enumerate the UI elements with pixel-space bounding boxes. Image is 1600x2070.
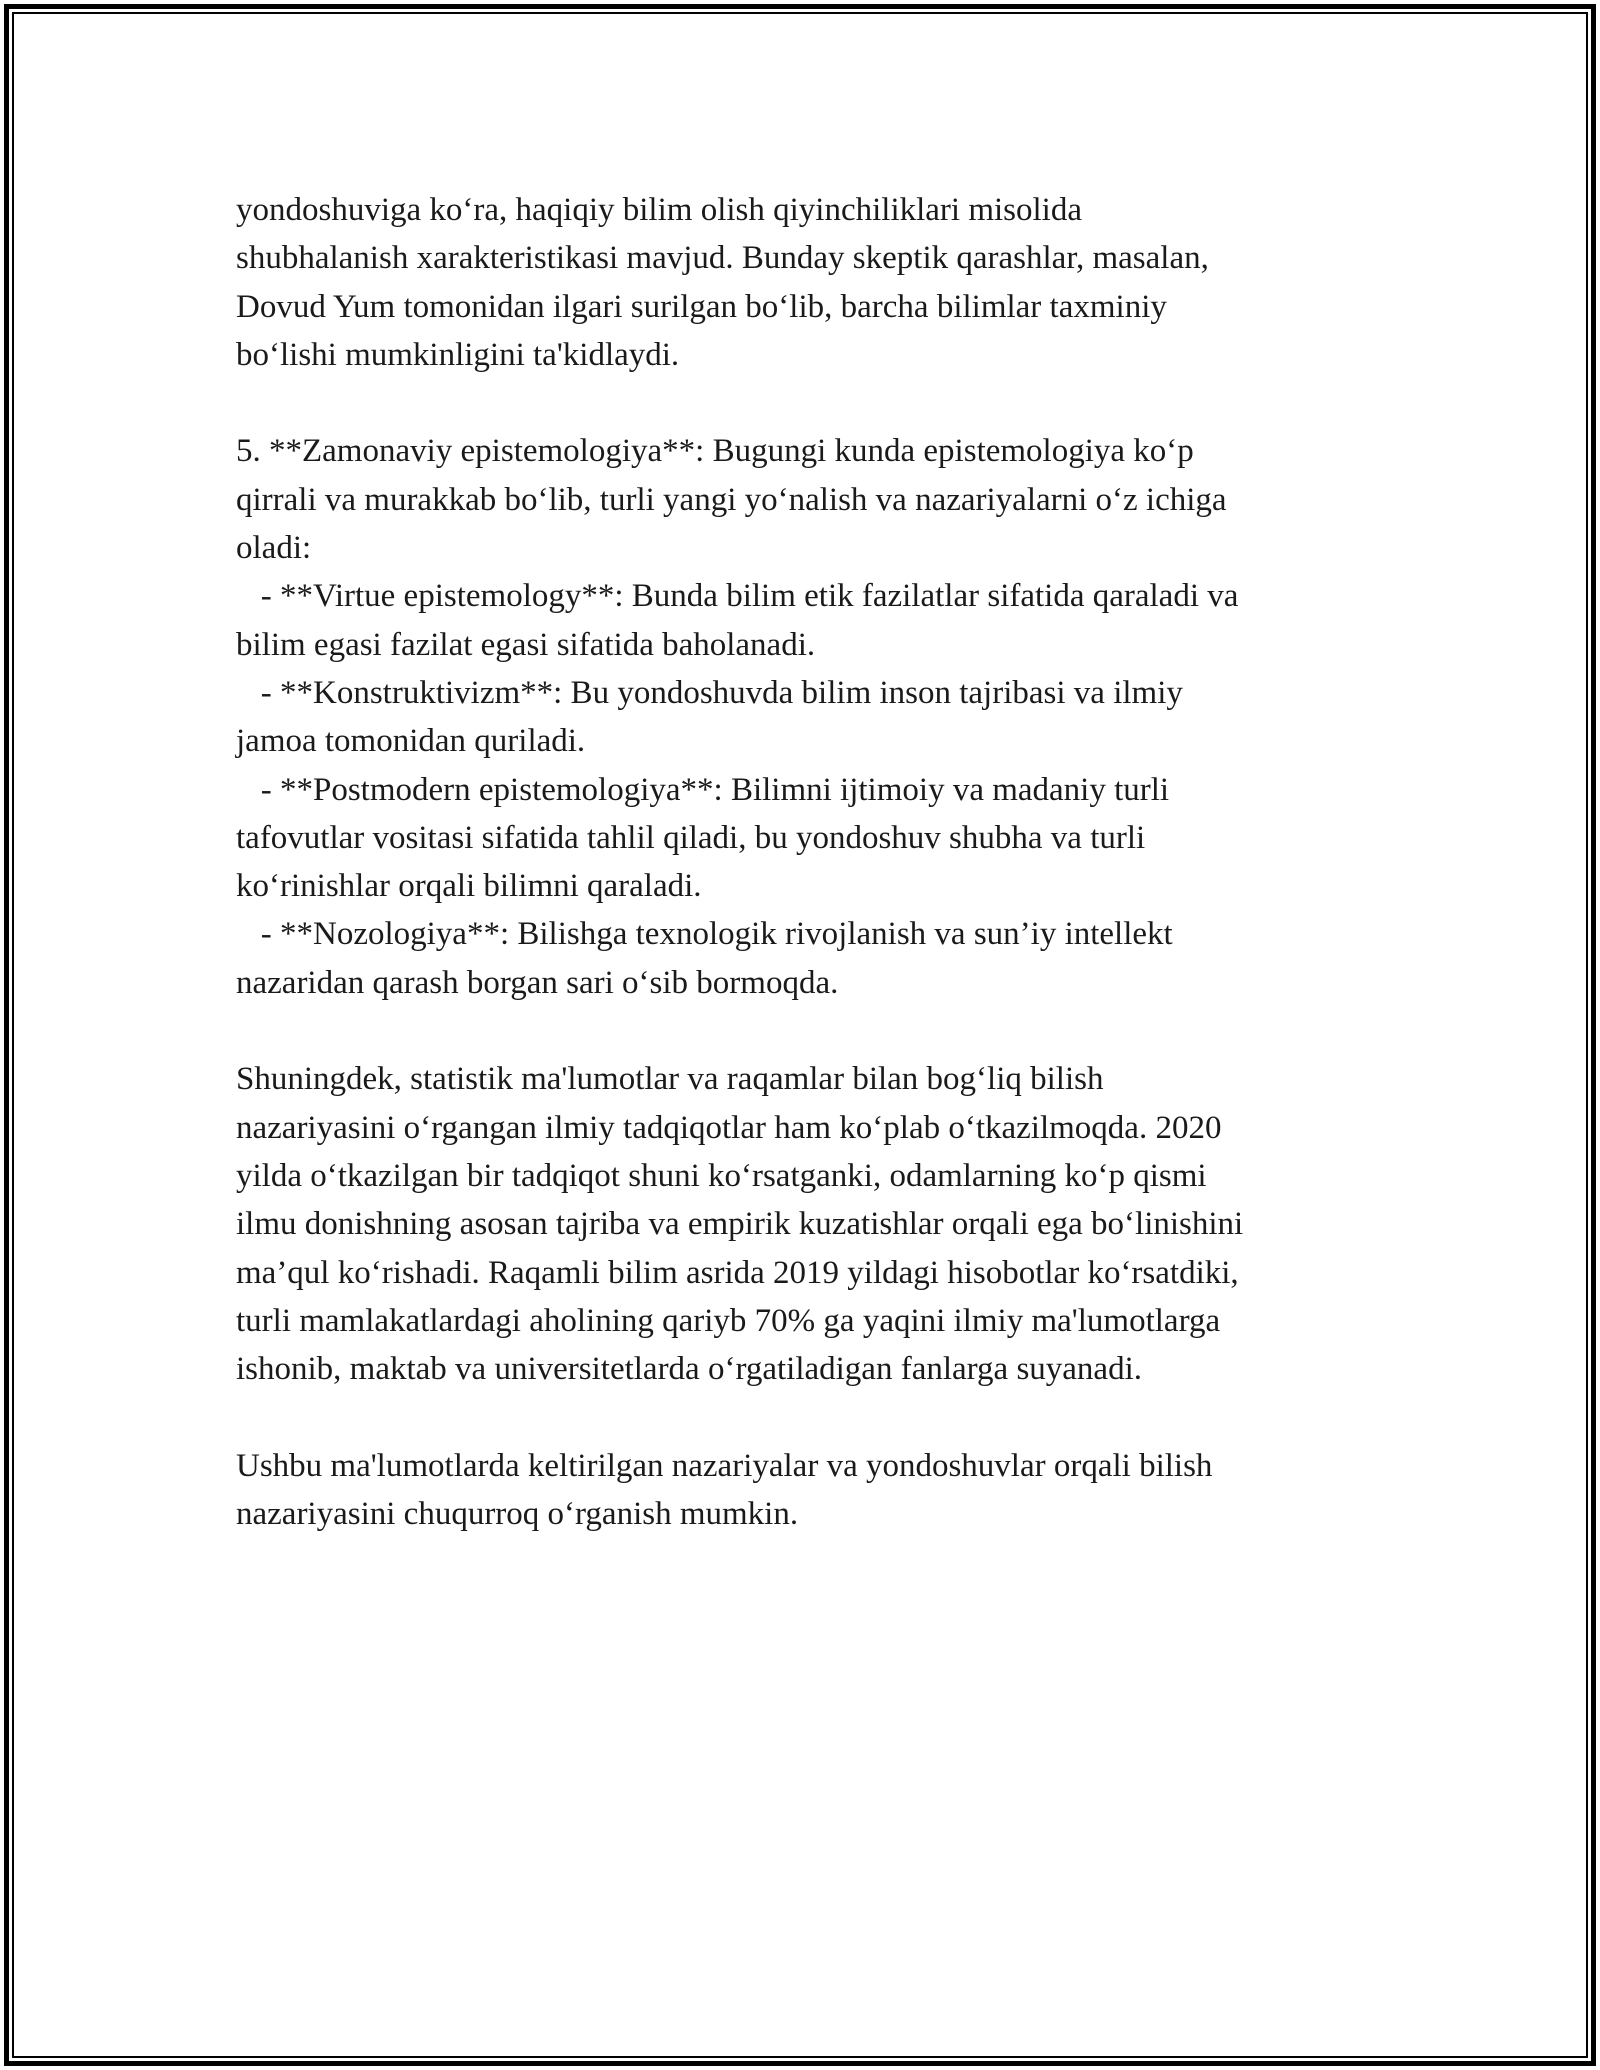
text-line: turli mamlakatlardagi aholining qariyb 70% ga yaqini ilmiy ma'lumotlarga: [236, 1302, 1221, 1339]
paragraph-skepticism: [236, 186, 1366, 379]
paragraph-modern-epistemology: [236, 427, 1366, 1007]
text-line: ishonib, maktab va universitetlarda o‘rgatiladigan fanlarga suyanadi.: [236, 1351, 1143, 1388]
paragraph-spacer: [236, 1393, 1366, 1441]
text-line: jamoa tomonidan quriladi.: [236, 723, 586, 760]
paragraph-spacer: [236, 1007, 1366, 1055]
text-line: yondoshuviga ko‘ra, haqiqiy bilim olish qiyinchiliklari misolida: [236, 192, 1082, 228]
text-line: qirrali va murakkab bo‘lib, turli yangi yo‘nalish va nazariyalarni o‘z ichiga: [236, 481, 1227, 518]
text-line: shubhalanish xarakteristikasi mavjud. Bunday skeptik qarashlar, masalan,: [236, 240, 1209, 277]
text-line: oladi:: [236, 530, 312, 567]
paragraph-spacer: [236, 379, 1366, 427]
text-line: ma’qul ko‘rishadi. Raqamli bilim asrida 2019 yildagi hisobotlar ko‘rsatdiki,: [236, 1254, 1239, 1291]
document-body: [236, 186, 1366, 1538]
text-line: nazariyasini chuqurroq o‘rganish mumkin.: [236, 1496, 799, 1533]
text-line: nazaridan qarash borgan sari o‘sib bormoqda.: [236, 964, 839, 1001]
list-item-line: - **Virtue epistemology**: Bunda bilim etik fazilatlar sifatida qaraladi va: [236, 578, 1239, 615]
text-line: Shuningdek, statistik ma'lumotlar va raqamlar bilan bog‘liq bilish: [236, 1061, 1104, 1098]
list-item-line: - **Konstruktivizm**: Bu yondoshuvda bilim inson tajribasi va ilmiy: [236, 674, 1183, 711]
text-line: Ushbu ma'lumotlarda keltirilgan nazariyalar va yondoshuvlar orqali bilish: [236, 1447, 1213, 1484]
text-line: Dovud Yum tomonidan ilgari surilgan bo‘lib, barcha bilimlar taxminiy: [236, 288, 1167, 325]
text-line: yilda o‘tkazilgan bir tadqiqot shuni ko‘rsatganki, odamlarning ko‘p qismi: [236, 1157, 1207, 1194]
text-line: bilim egasi fazilat egasi sifatida baholanadi.: [236, 626, 816, 663]
paragraph-statistics: [236, 1055, 1366, 1393]
text-line: ilmu donishning asosan tajriba va empirik kuzatishlar orqali ega bo‘linishini: [236, 1206, 1244, 1243]
text-line: tafovutlar vositasi sifatida tahlil qiladi, bu yondoshuv shubha va turli: [236, 819, 1146, 856]
list-item-line: - **Nozologiya**: Bilishga texnologik rivojlanish va sun’iy intellekt: [236, 916, 1173, 953]
text-line: ko‘rinishlar orqali bilimni qaraladi.: [236, 868, 702, 905]
paragraph-conclusion: [236, 1442, 1366, 1539]
list-item-line: - **Postmodern epistemologiya**: Bilimni ijtimoiy va madaniy turli: [236, 771, 1170, 808]
text-line: nazariyasini o‘rgangan ilmiy tadqiqotlar ham ko‘plab o‘tkazilmoqda. 2020: [236, 1109, 1222, 1146]
text-line: 5. **Zamonaviy epistemologiya**: Bugungi kunda epistemologiya ko‘p: [236, 433, 1194, 470]
text-line: bo‘lishi mumkinligini ta'kidlaydi.: [236, 336, 680, 373]
